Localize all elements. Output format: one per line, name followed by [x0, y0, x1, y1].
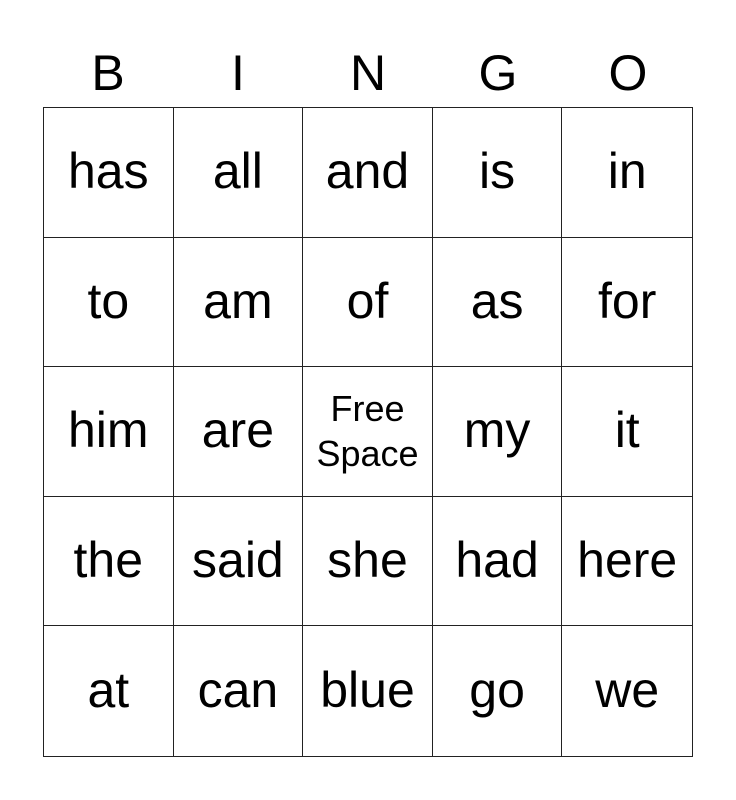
header-letter-n: N	[349, 45, 387, 101]
free-space-label: Free Space	[316, 388, 419, 475]
bingo-cell[interactable]: him	[44, 367, 174, 497]
bingo-cell[interactable]: she	[303, 497, 433, 627]
bingo-cell[interactable]: for	[562, 238, 692, 368]
bingo-cell[interactable]: the	[44, 497, 174, 627]
bingo-cell[interactable]: in	[562, 108, 692, 238]
bingo-cell[interactable]: here	[562, 497, 692, 627]
bingo-cell[interactable]: at	[44, 626, 174, 756]
bingo-cell[interactable]: it	[562, 367, 692, 497]
bingo-cell[interactable]: had	[433, 497, 563, 627]
bingo-cell[interactable]: to	[44, 238, 174, 368]
bingo-cell[interactable]: all	[174, 108, 304, 238]
bingo-cell[interactable]: are	[174, 367, 304, 497]
bingo-cell[interactable]: am	[174, 238, 304, 368]
bingo-header	[43, 40, 693, 106]
bingo-board	[43, 107, 693, 757]
bingo-cell[interactable]: as	[433, 238, 563, 368]
bingo-cell[interactable]: we	[595, 662, 660, 719]
bingo-cell[interactable]: and	[303, 108, 433, 238]
header-letter-i: I	[231, 45, 245, 101]
bingo-cell[interactable]: has	[44, 108, 174, 238]
bingo-cell[interactable]: go	[433, 626, 563, 756]
bingo-cell[interactable]: is	[433, 108, 563, 238]
bingo-cell[interactable]: can	[174, 626, 304, 756]
header-letter-o: O	[608, 45, 648, 101]
header-letter-b: B	[91, 45, 125, 101]
bingo-cell[interactable]: said	[174, 497, 304, 627]
header-letter-g: G	[478, 45, 518, 101]
bingo-cell[interactable]: blue	[303, 626, 433, 756]
free-space-cell[interactable]	[303, 367, 433, 497]
bingo-cell[interactable]: of	[303, 238, 433, 368]
bingo-cell[interactable]: my	[433, 367, 563, 497]
